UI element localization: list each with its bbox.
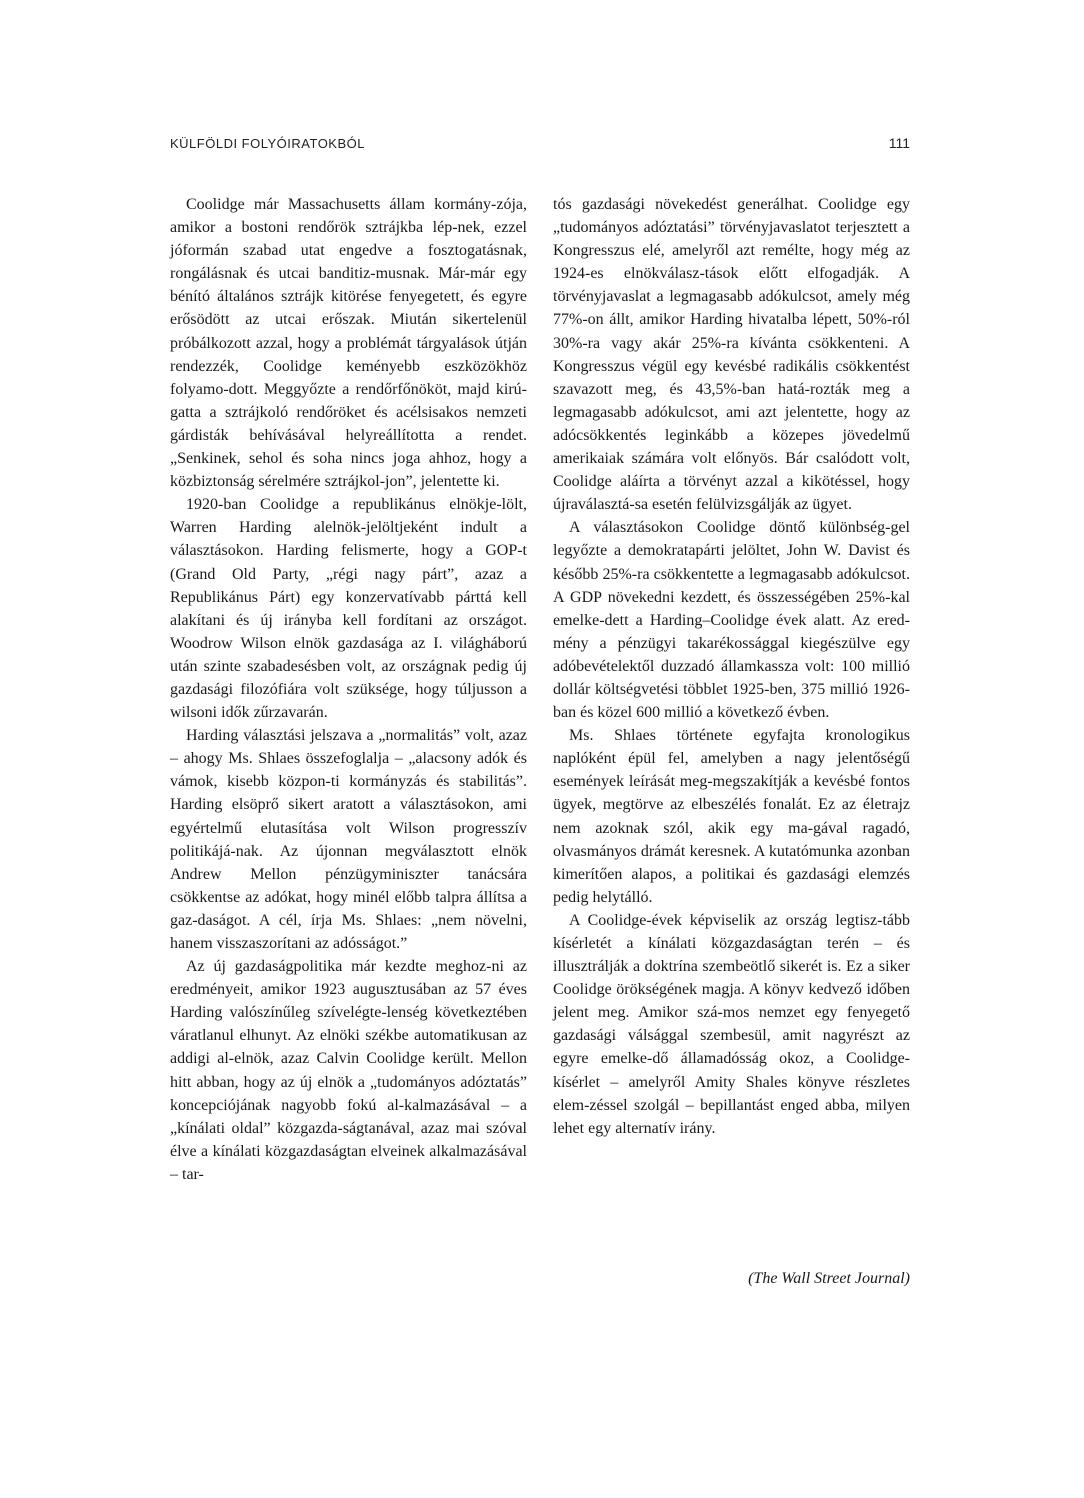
paragraph: Az új gazdaságpolitika már kezdte meghoz-ni az eredményeit, amikor 1923 augusztusában az 57 éves Harding valószínűleg szívelégte-lenség következtében váratlanul elhunyt. Az elnöki székbe automatikusan az addigi al-elnök, azaz Calvin Coolidge került. Mellon hitt abban, hogy az új elnök a „tudományos adóztatás” koncepciójának nagyobb fokú al-kalmazásával – a „kínálati oldal” közgazda-ságtanával, azaz mai szóval élve a kínálati közgazdaságtan elveinek alkalmazásával – tar- [170, 958, 527, 1183]
right-column [553, 193, 910, 1140]
paragraph: Ms. Shlaes története egyfajta kronologikus naplóként épül fel, amelyben a nagy jelentőségű események leírását meg-megszakítják a kevésbé fontos ügyek, megtörve az elbeszélés fonalát. Ez az életrajz nem azoknak szól, akik egy ma-gával ragadó, olvasmányos drámát keresnek. A kutatómunka azonban kimerítően alapos, a politikai és gazdasági elemzés pedig helytálló. [553, 727, 910, 906]
left-column [170, 193, 527, 1186]
source-attribution: (The Wall Street Journal) [748, 1270, 910, 1287]
paragraph: 1920-ban Coolidge a republikánus elnökje-lölt, Warren Harding alelnök-jelöltjeként indult a választásokon. Harding felismerte, hogy a GOP-t (Grand Old Party, „régi nagy párt”, azaz a Republikánus Párt) egy konzervatívabb párttá kell alakítani és új irányba kell fordítani az országot. Woodrow Wilson elnök gazdasága az I. világháború után szinte szabadesésben volt, az országnak pedig új gazdasági filozófiára volt szüksége, hogy túljusson a wilsoni idők zűrzavarán. [170, 496, 527, 722]
page-number: 111 [888, 135, 910, 151]
running-title: KÜLFÖLDI FOLYÓIRATOKBÓL [170, 136, 365, 151]
paragraph: A Coolidge-évek képviselik az ország legtisz-tább kísérletét a kínálati közgazdaságtan terén – és illusztrálják a doktrína szembeötlő sikerét is. Ez a siker Coolidge örökségének magja. A könyv kedvező időben jelent meg. Amikor szá-mos nemzet egy fenyegető gazdasági válsággal szembesül, amit nagyrészt az egyre emelke-dő államadósság okoz, a Coolidge-kísérlet – amelyről Amity Shales könyve részletes elem-zéssel szolgál – bepillantást enged abba, milyen lehet egy alternatív irány. [553, 911, 910, 1137]
paragraph: A választásokon Coolidge döntő különbség-gel legyőzte a demokratapárti jelöltet, John W. Davist és később 25%-ra csökkentette a legmagasabb adókulcsot. A GDP növekedni kezdett, és összességében 25%-kal emelke-dett a Harding–Coolidge évek alatt. Az ered-mény a pénzügyi takarékossággal kiegészülve egy adóbevételektől duzzadó államkassza volt: 100 millió dollár költségvetési többlet 1925-ben, 375 millió 1926-ban és közel 600 millió a következő évben. [553, 519, 910, 722]
paragraph: Coolidge már Massachusetts állam kormány-zója, amikor a bostoni rendőrök sztrájkba lép-nek, ezzel jóformán szabad utat engedve a fosztogatásnak, rongálásnak és utcai banditiz-musnak. Már-már egy bénító általános sztrájk kitörése fenyegetett, és egyre erősödött az utcai erőszak. Miután sikertelenül próbálkozott azzal, hogy a problémát tárgyalások útján rendezzék, Coolidge keményebb eszközökhöz folyamo-dott. Meggyőzte a rendőrfőnököt, majd kirú-gatta a sztrájkoló rendőröket és acélsisakos nemzeti gárdisták behívásával helyreállította a rendet. „Senkinek, sehol és soha nincs joga ahhoz, hogy a közbiztonság sérelmére sztrájkol-jon”, jelentette ki. [170, 196, 527, 491]
paragraph: tós gazdasági növekedést generálhat. Coolidge egy „tudományos adóztatási” törvényjavaslatot terjesztett a Kongresszus elé, amelyről azt remélte, hogy még az 1924-es elnökválasz-tások előtt elfogadják. A törvényjavaslat a legmagasabb adókulcsot, amely még 77%-on állt, amikor Harding hivatalba lépett, 50%-ról 30%-ra vagy akár 25%-ra kívánta csökkenteni. A Kongresszus végül egy kevésbé radikális csökkentést szavazott meg, és 43,5%-ban hatá-rozták meg a legmagasabb adókulcsot, ami azt jelentette, hogy az adócsökkentés leginkább a közepes jövedelmű amerikaiak számára volt előnyös. Bár csalódott volt, Coolidge aláírta a törvényt azzal a kikötéssel, hogy újraválasztá-sa esetén felülvizsgálják az ügyet. [553, 196, 910, 514]
paragraph: Harding választási jelszava a „normalitás” volt, azaz – ahogy Ms. Shlaes összefoglalja – „alacsony adók és vámok, kisebb közpon-ti kormányzás és stabilitás”. Harding elsöprő sikert aratott a választásokon, ami egyértelmű elutasítása volt Wilson progresszív politikájá-nak. Az újonnan megválasztott elnök Andrew Mellon pénzügyminiszter tanácsára csökkentse az adókat, hogy minél előbb talpra állítsa a gaz-daságot. A cél, írja Ms. Shlaes: „nem növelni, hanem visszaszorítani az adósságot.” [170, 727, 527, 952]
